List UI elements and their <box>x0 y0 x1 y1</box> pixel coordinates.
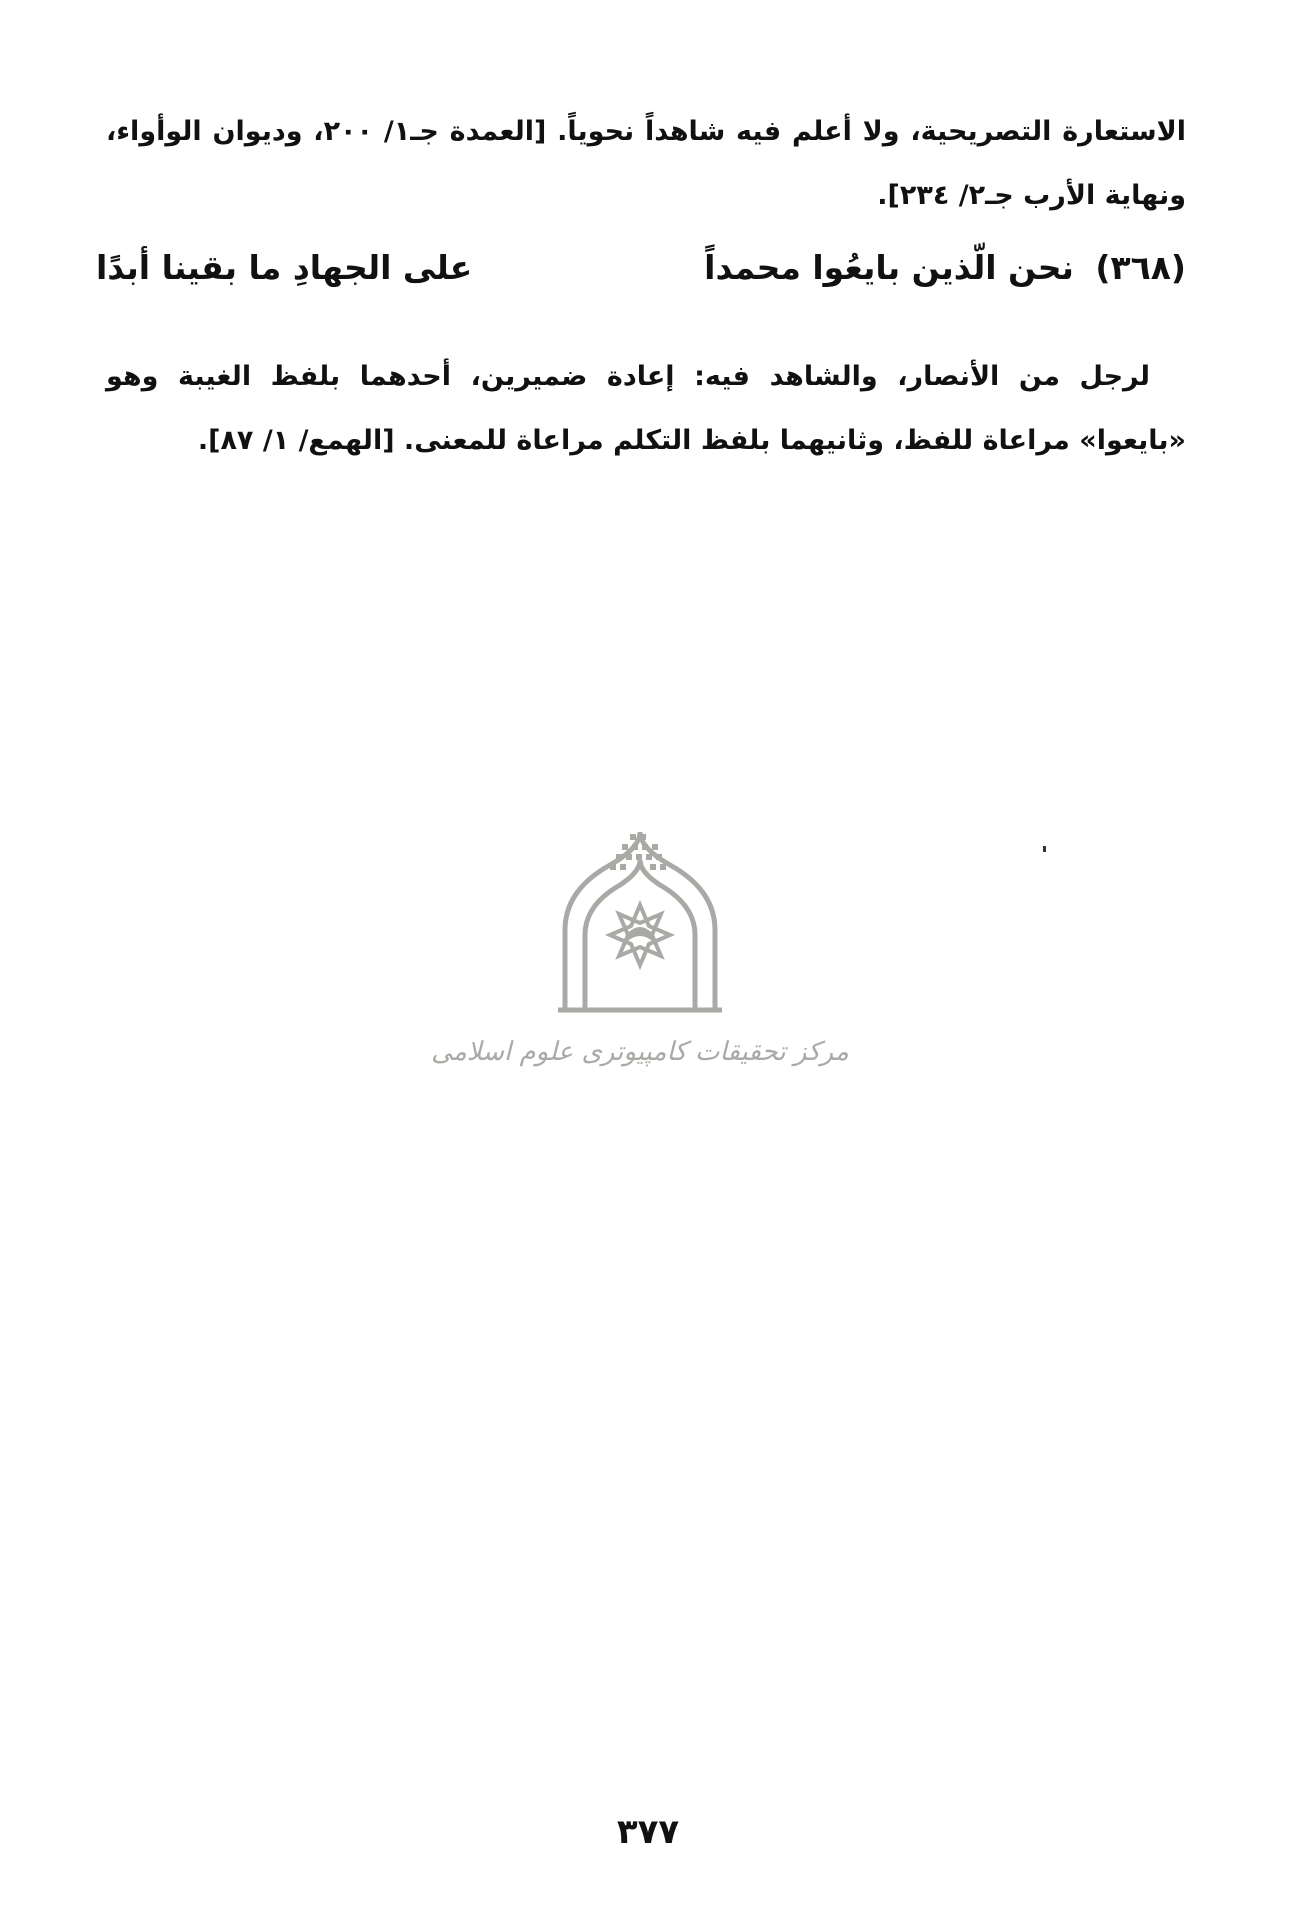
verse-second-hemistich: على الجهادِ ما بقينا أبدًا <box>96 248 473 287</box>
watermark-caption: مرکز تحقیقات کامپیوتری علوم اسلامی <box>431 1037 849 1067</box>
poetry-verse <box>96 248 1186 287</box>
stray-ink-mark <box>1043 846 1046 852</box>
verse-first-hemistich: نحن الّذين بايعُوا محمداً <box>704 248 1074 287</box>
commentary-paragraph: لرجل من الأنصار، والشاهد فيه: إعادة ضميرين، أحدهما بلفظ الغيبة وهو «بايعوا» مراعاة للفظ، وثانيهما بلفظ التكلم مراعاة للمعنى. [الهمع/ ١/ ٨٧]. <box>106 361 1186 456</box>
verse-number: (٣٦٨) <box>1095 248 1186 287</box>
footnote-paragraph: الاستعارة التصريحية، ولا أعلم فيه شاهداً نحوياً. [العمدة جـ١/ ٢٠٠، وديوان الوأواء، ونهاية الأرب جـ٢/ ٢٣٤]. <box>106 116 1187 211</box>
page-number: ٣٧٧ <box>616 1812 680 1852</box>
mosque-dome-logo-icon <box>431 820 849 1080</box>
verse-first-hemistich-group <box>704 248 1186 287</box>
watermark-logo <box>431 820 849 1080</box>
